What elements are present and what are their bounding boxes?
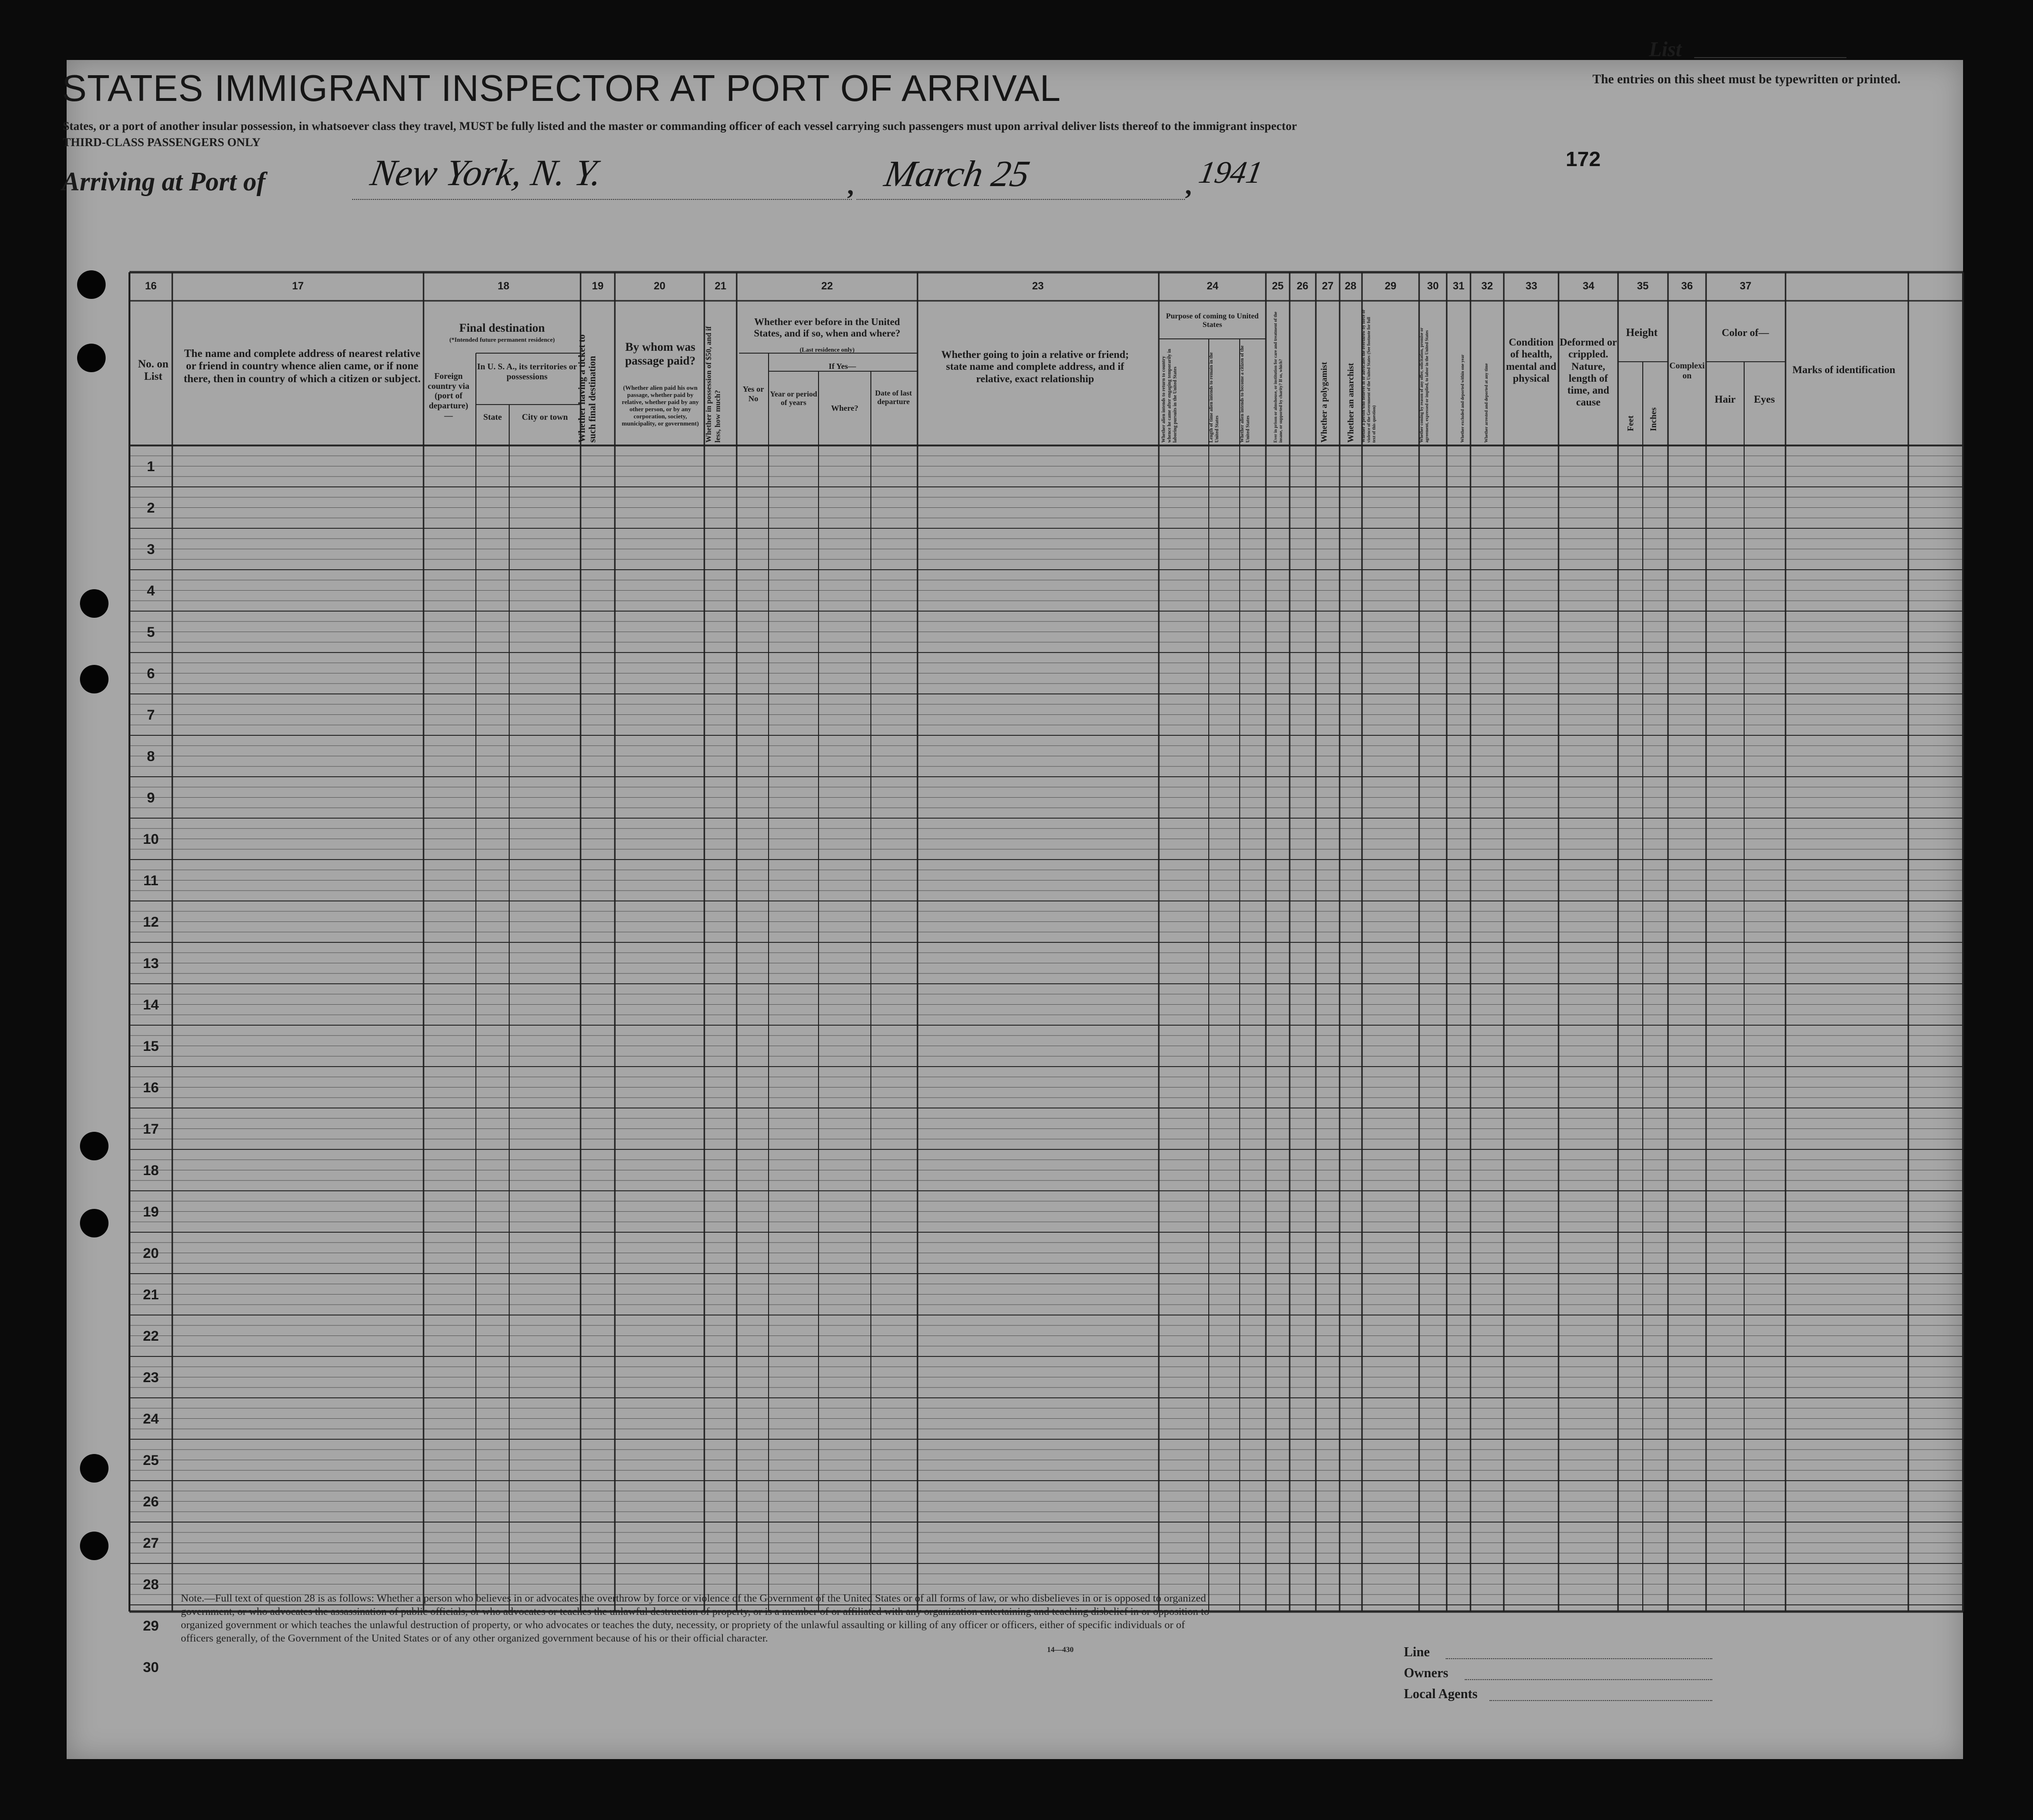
col24-c: Whether alien intends to become a citizen of the United States	[1240, 345, 1251, 443]
typewritten-note: The entries on this sheet must be typewritten or printed.	[1592, 72, 1901, 86]
row-number: 11	[143, 872, 158, 889]
col24-b: Length of time alien intends to remain in the United States	[1209, 352, 1220, 443]
column-number: 16	[145, 280, 157, 292]
col34-title: Height	[1626, 326, 1658, 338]
column-number: 37	[1739, 280, 1752, 292]
column-number: 24	[1206, 280, 1219, 292]
row-number: 12	[143, 914, 159, 930]
col27-header: Whether an anarchist	[1346, 363, 1355, 443]
owners-label: Owners	[1404, 1666, 1449, 1681]
row-number: 28	[143, 1576, 159, 1592]
column-number: 34	[1582, 280, 1595, 292]
row-number: 10	[143, 831, 159, 847]
row-number: 23	[143, 1369, 159, 1385]
col20-note: (Whether alien paid his own passage, whether paid by relative, whether paid by any other person, or by any corporation, society, municipality, or government)	[622, 384, 699, 427]
col22-where: Where?	[831, 404, 859, 413]
row-number: 21	[143, 1286, 159, 1303]
col34-feet: Feet	[1626, 415, 1635, 431]
local-agents-field	[1490, 1700, 1712, 1701]
column-number: 25	[1272, 280, 1284, 292]
column-number: 32	[1481, 280, 1493, 292]
list-label: List	[1649, 38, 1682, 61]
row-number: 24	[143, 1411, 159, 1427]
col31-header: Whether arrested and deported at any time	[1484, 363, 1489, 443]
col19-header: Whether having a ticket to such final destination	[577, 334, 598, 443]
row-number: 8	[147, 748, 155, 764]
col17-header: The name and complete address of nearest relative or friend in country whence alien came, or if none there, then in country of which a citizen or subject.	[183, 347, 421, 385]
col18-foreign: Foreign country via (port of departure)—	[427, 371, 470, 420]
col23-header: Whether going to join a relative or friend; state name and complete address, and if relative, exact relationship	[941, 348, 1129, 385]
row-number: 26	[143, 1494, 159, 1510]
row-number: 16	[143, 1079, 159, 1096]
column-number: 23	[1032, 280, 1044, 292]
col22-note: (Last residence only)	[799, 346, 855, 353]
row-number: 4	[147, 583, 155, 599]
col30-header: Whether excluded and deported within one year	[1460, 354, 1465, 443]
row-number: 3	[147, 541, 155, 557]
col32-header: Condition of health, mental and physical	[1506, 336, 1557, 384]
row-number: 22	[143, 1328, 159, 1344]
row-number: 9	[147, 790, 155, 806]
col20-title: By whom was passage paid?	[625, 341, 696, 367]
col28-header: Whether a person who believes in or advocates the overthrow by force or violence of the Government of the United States (See footnote for full text of this question)	[1361, 309, 1376, 443]
row-number: 13	[143, 955, 159, 971]
col24-title: Purpose of coming to United States	[1166, 312, 1259, 329]
column-number: 33	[1525, 280, 1538, 292]
column-number: 26	[1296, 280, 1309, 292]
col37-header: Marks of identification	[1792, 364, 1895, 376]
row-number: 17	[143, 1121, 159, 1137]
column-number: 28	[1344, 280, 1357, 292]
sheet-number: 172	[1566, 148, 1601, 171]
col25-header: Ever in prison or almshouse, or institution for care and treatment of the insane, or supported by charity? If so, which?	[1273, 311, 1283, 443]
row-number: 27	[143, 1535, 159, 1551]
page-title: STATES IMMIGRANT INSPECTOR AT PORT OF ARRIVAL	[62, 67, 1061, 109]
col33-header: Deformed or crippled. Nature, length of time, and cause	[1559, 336, 1617, 408]
col16-header: No. on List	[138, 358, 168, 383]
form-code: 14—430	[1047, 1646, 1074, 1654]
date-handwritten: March 25	[881, 153, 1033, 194]
col35-header: Complexion	[1669, 361, 1705, 380]
row-number: 25	[143, 1452, 159, 1468]
column-number: 35	[1637, 280, 1649, 292]
col18-usa: In U. S. A., its territories or possessions	[477, 362, 577, 381]
col26-header: Whether a polygamist	[1319, 362, 1329, 443]
col29-header: Whether coming by reason of any offer, solicitation, promise or agreement, expressed or implied, to labor in the United States	[1419, 327, 1429, 443]
column-number: 19	[592, 280, 604, 292]
comma: ,	[847, 171, 854, 200]
column-number: 29	[1384, 280, 1397, 292]
row-number: 29	[143, 1618, 159, 1634]
line-field	[1446, 1658, 1712, 1659]
col36-title: Color of—	[1721, 326, 1769, 338]
row-number: 1	[147, 458, 155, 475]
row-number: 7	[147, 707, 155, 723]
col21-header: Whether in possession of $50, and if less, how much?	[705, 326, 722, 443]
col22-yesno: Yes or No	[742, 385, 764, 403]
class-line: THIRD-CLASS PASSENGERS ONLY	[63, 136, 261, 149]
column-number: 27	[1322, 280, 1334, 292]
column-number: 18	[497, 280, 510, 292]
col18-city: City or town	[522, 412, 568, 422]
local-agents-label: Local Agents	[1404, 1687, 1478, 1701]
row-number: 6	[147, 665, 155, 682]
year-handwritten: 1941	[1196, 155, 1265, 190]
column-number: 36	[1681, 280, 1693, 292]
col34-inches: Inches	[1648, 407, 1658, 431]
arriving-label: Arriving at Port of	[62, 167, 266, 197]
col36-eyes: Eyes	[1754, 393, 1775, 405]
column-number: 20	[653, 280, 666, 292]
line-label: Line	[1404, 1645, 1430, 1660]
column-number: 21	[714, 280, 727, 292]
row-number: 15	[143, 1038, 159, 1054]
col18-title: Final destination	[459, 322, 545, 335]
col18-note: (*Intended future permanent residence)	[449, 336, 555, 343]
col22-ifyes: If Yes—	[829, 362, 856, 371]
row-number: 2	[147, 500, 155, 516]
row-number: 5	[147, 624, 155, 640]
col22-period: Year or period of years	[770, 390, 817, 407]
col18-state: State	[483, 412, 502, 422]
subtitle: States, or a port of another insular possession, in whatsoever class they travel, MUST be fully listed and the master or commanding officer of each vessel carrying such passengers must upon arrival deliver lists thereof to the immigrant inspector	[63, 120, 1297, 133]
col22-date: Date of last departure	[875, 389, 912, 406]
col36-hair: Hair	[1715, 393, 1736, 405]
col24-a: Whether alien intends to return to country whence he came after engaging temporarily in laboring pursuits in the United States	[1161, 349, 1178, 443]
column-number: 22	[821, 280, 833, 292]
row-number: 14	[143, 997, 159, 1013]
row-number: 19	[143, 1204, 159, 1220]
column-number: 31	[1452, 280, 1465, 292]
column-number: 30	[1427, 280, 1439, 292]
row-number: 30	[143, 1659, 159, 1675]
col22-title: Whether ever before in the United States, and if so, when and where?	[754, 316, 900, 339]
footnote-q28: Note.—Full text of question 28 is as follows: Whether a person who believes in or advocates the overthrow by force or violence of the Government of the United States or of all forms of law, or who disbelieves in or is opposed to organized government, or who advocates the assassination of public officials, or who advocates or teaches the unlawful destruction of property, or is a member of or affiliated with any organization entertaining and teaching disbelief in or opposition to organized government or which teaches the unlawful destruction of property, or who advocates or teaches the duty, necessity, or propriety of the unlawful assaulting or killing of any officer or officers, either of specific individuals or of officers generally, of the Government of the United States or of any other organized government because of his or their official character.	[181, 1592, 1210, 1644]
comma: ,	[1185, 171, 1192, 200]
row-number: 18	[143, 1162, 159, 1178]
owners-field	[1465, 1679, 1712, 1680]
column-number: 17	[292, 280, 304, 292]
port-handwritten: New York, N. Y.	[367, 152, 605, 193]
row-number: 20	[143, 1245, 159, 1261]
